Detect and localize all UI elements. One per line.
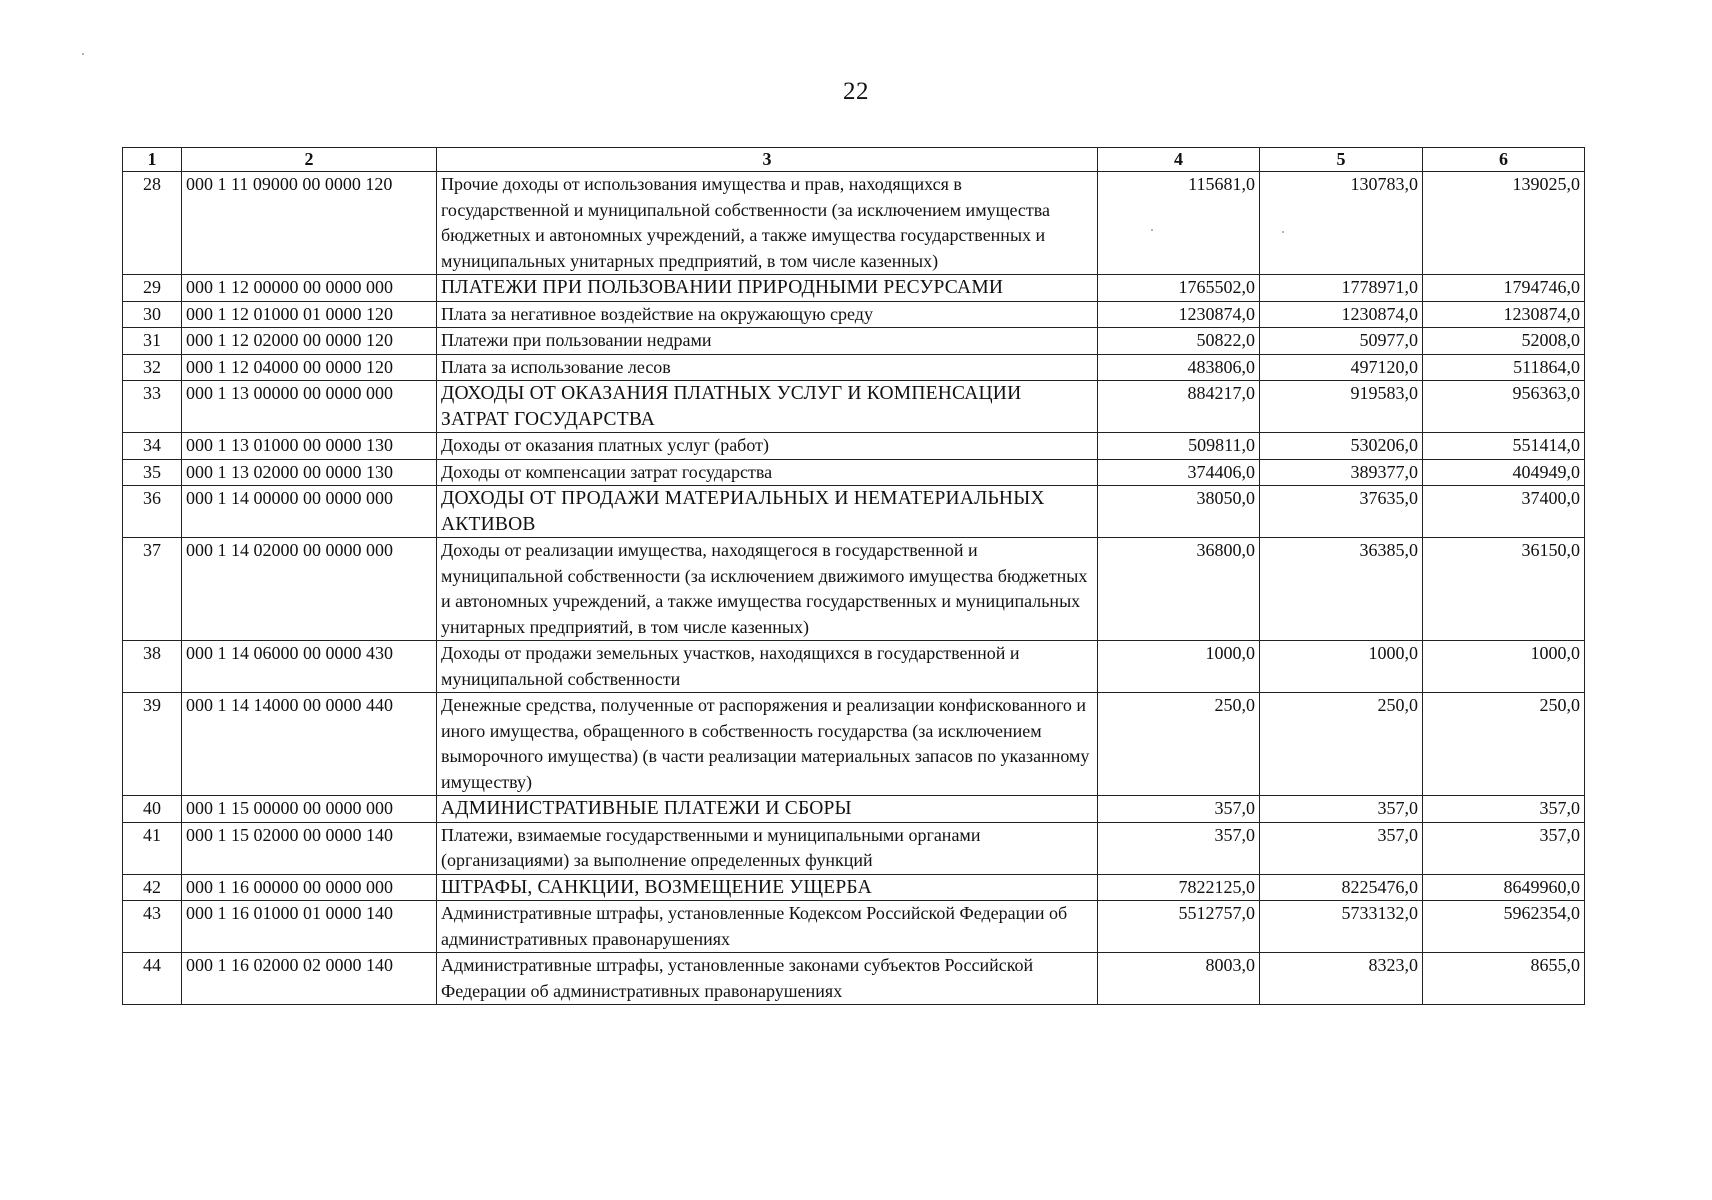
table-row bbox=[123, 874, 1585, 901]
revenue-name-cell: Доходы от продажи земельных участков, находящихся в государственной и муниципальной собственности bbox=[437, 641, 1098, 693]
value-col5-cell: 357,0 bbox=[1260, 796, 1423, 823]
row-number-cell: 33 bbox=[123, 381, 182, 433]
budget-code-cell: 000 1 13 01000 00 0000 130 bbox=[182, 433, 437, 460]
value-col5-cell: 389377,0 bbox=[1260, 459, 1423, 486]
revenue-name-cell: Плата за использование лесов bbox=[437, 354, 1098, 381]
revenue-name-cell: ДОХОДЫ ОТ ПРОДАЖИ МАТЕРИАЛЬНЫХ И НЕМАТЕРИАЛЬНЫХ АКТИВОВ bbox=[437, 486, 1098, 538]
value-col5-cell: 50977,0 bbox=[1260, 328, 1423, 355]
revenue-name-cell: ШТРАФЫ, САНКЦИИ, ВОЗМЕЩЕНИЕ УЩЕРБА bbox=[437, 874, 1098, 901]
value-col5-cell: 1230874,0 bbox=[1260, 301, 1423, 328]
table-row bbox=[123, 354, 1585, 381]
value-col5-cell: 1778971,0 bbox=[1260, 275, 1423, 302]
value-col6-cell: 8655,0 bbox=[1423, 953, 1585, 1005]
revenue-name-cell: Платежи, взимаемые государственными и муниципальными органами (организациями) за выполнение определенных функций bbox=[437, 822, 1098, 874]
value-col4-cell: 36800,0 bbox=[1098, 538, 1260, 641]
value-col5-cell: 8225476,0 bbox=[1260, 874, 1423, 901]
revenue-name-cell: Административные штрафы, установленные Кодексом Российской Федерации об административных правонарушениях bbox=[437, 901, 1098, 953]
table-row bbox=[123, 693, 1585, 796]
budget-code-cell: 000 1 16 00000 00 0000 000 bbox=[182, 874, 437, 901]
value-col5-cell: 5733132,0 bbox=[1260, 901, 1423, 953]
budget-code-cell: 000 1 12 02000 00 0000 120 bbox=[182, 328, 437, 355]
scan-speck bbox=[82, 53, 84, 55]
revenue-name-cell: Административные штрафы, установленные законами субъектов Российской Федерации об административных правонарушениях bbox=[437, 953, 1098, 1005]
value-col6-cell: 250,0 bbox=[1423, 693, 1585, 796]
budget-code-cell: 000 1 11 09000 00 0000 120 bbox=[182, 172, 437, 275]
column-header-4: 4 bbox=[1098, 148, 1260, 172]
table-row bbox=[123, 328, 1585, 355]
budget-code-cell: 000 1 14 14000 00 0000 440 bbox=[182, 693, 437, 796]
value-col5-cell: 37635,0 bbox=[1260, 486, 1423, 538]
row-number-cell: 36 bbox=[123, 486, 182, 538]
row-number-cell: 32 bbox=[123, 354, 182, 381]
table-row bbox=[123, 822, 1585, 874]
revenue-name-cell: АДМИНИСТРАТИВНЫЕ ПЛАТЕЖИ И СБОРЫ bbox=[437, 796, 1098, 823]
value-col5-cell: 250,0 bbox=[1260, 693, 1423, 796]
value-col5-cell: 497120,0 bbox=[1260, 354, 1423, 381]
table-row bbox=[123, 953, 1585, 1005]
row-number-cell: 34 bbox=[123, 433, 182, 460]
budget-code-cell: 000 1 16 01000 01 0000 140 bbox=[182, 901, 437, 953]
budget-code-cell: 000 1 13 02000 00 0000 130 bbox=[182, 459, 437, 486]
budget-code-cell: 000 1 15 02000 00 0000 140 bbox=[182, 822, 437, 874]
value-col4-cell: 1765502,0 bbox=[1098, 275, 1260, 302]
budget-code-cell: 000 1 14 00000 00 0000 000 bbox=[182, 486, 437, 538]
revenue-name-cell: ДОХОДЫ ОТ ОКАЗАНИЯ ПЛАТНЫХ УСЛУГ И КОМПЕНСАЦИИ ЗАТРАТ ГОСУДАРСТВА bbox=[437, 381, 1098, 433]
table-row bbox=[123, 901, 1585, 953]
page-number: 22 bbox=[843, 78, 869, 105]
value-col5-cell: 1000,0 bbox=[1260, 641, 1423, 693]
revenue-table bbox=[122, 147, 1585, 1005]
table-row bbox=[123, 538, 1585, 641]
column-header-1: 1 bbox=[123, 148, 182, 172]
revenue-name-cell: ПЛАТЕЖИ ПРИ ПОЛЬЗОВАНИИ ПРИРОДНЫМИ РЕСУРСАМИ bbox=[437, 275, 1098, 302]
value-col5-cell: 919583,0 bbox=[1260, 381, 1423, 433]
value-col6-cell: 1230874,0 bbox=[1423, 301, 1585, 328]
value-col6-cell: 357,0 bbox=[1423, 796, 1585, 823]
budget-code-cell: 000 1 16 02000 02 0000 140 bbox=[182, 953, 437, 1005]
value-col6-cell: 139025,0 bbox=[1423, 172, 1585, 275]
value-col4-cell: 38050,0 bbox=[1098, 486, 1260, 538]
revenue-name-cell: Денежные средства, полученные от распоряжения и реализации конфискованного и иного имущества, обращенного в собственность государства (за исключением выморочного имущества) (в части реализации материальных запасов по указанному имуществу) bbox=[437, 693, 1098, 796]
table-body bbox=[123, 172, 1585, 1005]
row-number-cell: 43 bbox=[123, 901, 182, 953]
revenue-name-cell: Плата за негативное воздействие на окружающую среду bbox=[437, 301, 1098, 328]
value-col6-cell: 37400,0 bbox=[1423, 486, 1585, 538]
column-header-2: 2 bbox=[182, 148, 437, 172]
value-col6-cell: 511864,0 bbox=[1423, 354, 1585, 381]
table-row bbox=[123, 433, 1585, 460]
row-number-cell: 31 bbox=[123, 328, 182, 355]
budget-code-cell: 000 1 14 02000 00 0000 000 bbox=[182, 538, 437, 641]
row-number-cell: 35 bbox=[123, 459, 182, 486]
value-col6-cell: 5962354,0 bbox=[1423, 901, 1585, 953]
table-row bbox=[123, 796, 1585, 823]
row-number-cell: 39 bbox=[123, 693, 182, 796]
value-col6-cell: 357,0 bbox=[1423, 822, 1585, 874]
value-col6-cell: 8649960,0 bbox=[1423, 874, 1585, 901]
row-number-cell: 44 bbox=[123, 953, 182, 1005]
row-number-cell: 40 bbox=[123, 796, 182, 823]
value-col6-cell: 956363,0 bbox=[1423, 381, 1585, 433]
value-col6-cell: 404949,0 bbox=[1423, 459, 1585, 486]
row-number-cell: 29 bbox=[123, 275, 182, 302]
value-col5-cell: 8323,0 bbox=[1260, 953, 1423, 1005]
row-number-cell: 28 bbox=[123, 172, 182, 275]
value-col4-cell: 50822,0 bbox=[1098, 328, 1260, 355]
value-col4-cell: 8003,0 bbox=[1098, 953, 1260, 1005]
table-row bbox=[123, 459, 1585, 486]
value-col4-cell: 250,0 bbox=[1098, 693, 1260, 796]
value-col6-cell: 1000,0 bbox=[1423, 641, 1585, 693]
header-row bbox=[123, 148, 1585, 172]
budget-code-cell: 000 1 12 01000 01 0000 120 bbox=[182, 301, 437, 328]
value-col4-cell: 884217,0 bbox=[1098, 381, 1260, 433]
value-col6-cell: 52008,0 bbox=[1423, 328, 1585, 355]
revenue-name-cell: Доходы от оказания платных услуг (работ) bbox=[437, 433, 1098, 460]
table-row bbox=[123, 486, 1585, 538]
value-col5-cell: 357,0 bbox=[1260, 822, 1423, 874]
value-col4-cell: 509811,0 bbox=[1098, 433, 1260, 460]
value-col4-cell: 357,0 bbox=[1098, 796, 1260, 823]
budget-code-cell: 000 1 13 00000 00 0000 000 bbox=[182, 381, 437, 433]
table-row bbox=[123, 301, 1585, 328]
row-number-cell: 37 bbox=[123, 538, 182, 641]
value-col4-cell: 1230874,0 bbox=[1098, 301, 1260, 328]
value-col6-cell: 36150,0 bbox=[1423, 538, 1585, 641]
budget-code-cell: 000 1 14 06000 00 0000 430 bbox=[182, 641, 437, 693]
value-col4-cell: 1000,0 bbox=[1098, 641, 1260, 693]
row-number-cell: 38 bbox=[123, 641, 182, 693]
value-col6-cell: 1794746,0 bbox=[1423, 275, 1585, 302]
value-col4-cell: 357,0 bbox=[1098, 822, 1260, 874]
row-number-cell: 42 bbox=[123, 874, 182, 901]
revenue-name-cell: Доходы от реализации имущества, находящегося в государственной и муниципальной собственности (за исключением движимого имущества бюджетных и автономных учреждений, а также имущества государственных и муниципальных унитарных предприятий, в том числе казенных) bbox=[437, 538, 1098, 641]
revenue-name-cell: Прочие доходы от использования имущества и прав, находящихся в государственной и муниципальной собственности (за исключением имущества бюджетных и автономных учреждений, а также имущества государственных и муниципальных унитарных предприятий, в том числе казенных) bbox=[437, 172, 1098, 275]
column-header-6: 6 bbox=[1423, 148, 1585, 172]
row-number-cell: 41 bbox=[123, 822, 182, 874]
value-col6-cell: 551414,0 bbox=[1423, 433, 1585, 460]
value-col4-cell: 374406,0 bbox=[1098, 459, 1260, 486]
value-col5-cell: 130783,0 bbox=[1260, 172, 1423, 275]
revenue-name-cell: Доходы от компенсации затрат государства bbox=[437, 459, 1098, 486]
value-col4-cell: 5512757,0 bbox=[1098, 901, 1260, 953]
table-row bbox=[123, 172, 1585, 275]
row-number-cell: 30 bbox=[123, 301, 182, 328]
budget-code-cell: 000 1 12 00000 00 0000 000 bbox=[182, 275, 437, 302]
column-header-5: 5 bbox=[1260, 148, 1423, 172]
value-col4-cell: 7822125,0 bbox=[1098, 874, 1260, 901]
budget-code-cell: 000 1 12 04000 00 0000 120 bbox=[182, 354, 437, 381]
value-col4-cell: 483806,0 bbox=[1098, 354, 1260, 381]
column-header-3: 3 bbox=[437, 148, 1098, 172]
table-row bbox=[123, 641, 1585, 693]
revenue-name-cell: Платежи при пользовании недрами bbox=[437, 328, 1098, 355]
value-col5-cell: 530206,0 bbox=[1260, 433, 1423, 460]
value-col4-cell: 115681,0 bbox=[1098, 172, 1260, 275]
table-row bbox=[123, 275, 1585, 302]
budget-code-cell: 000 1 15 00000 00 0000 000 bbox=[182, 796, 437, 823]
value-col5-cell: 36385,0 bbox=[1260, 538, 1423, 641]
table-row bbox=[123, 381, 1585, 433]
